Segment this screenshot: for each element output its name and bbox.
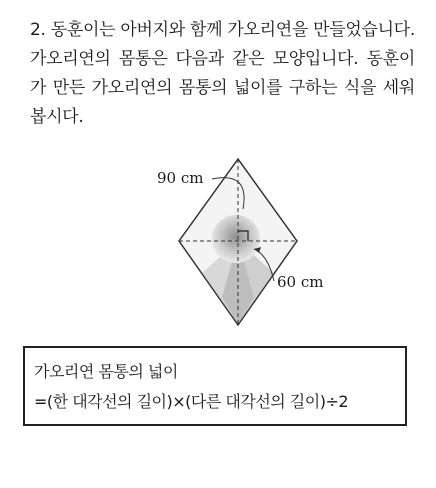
answer-line-1: 가오리연 몸통의 넓이 [34, 362, 178, 381]
answer-line-2: =(한 대각선의 길이)×(다른 대각선의 길이)÷2 [34, 392, 349, 411]
kite-center-circle [212, 215, 260, 263]
diagonal-label-60: 60 cm [277, 273, 324, 291]
diagonal-label-90: 90 cm [157, 169, 204, 187]
answer-box [23, 346, 407, 426]
kite-figure [150, 157, 330, 342]
question-text: 2. 동훈이는 아버지와 함께 가오리연을 만들었습니다. 가오리연의 몸통은 다음과 같은 모양입니다. 동훈이가 만든 가오리연의 몸통의 넓이를 구하는 식을 세워봅시다. [30, 20, 415, 127]
